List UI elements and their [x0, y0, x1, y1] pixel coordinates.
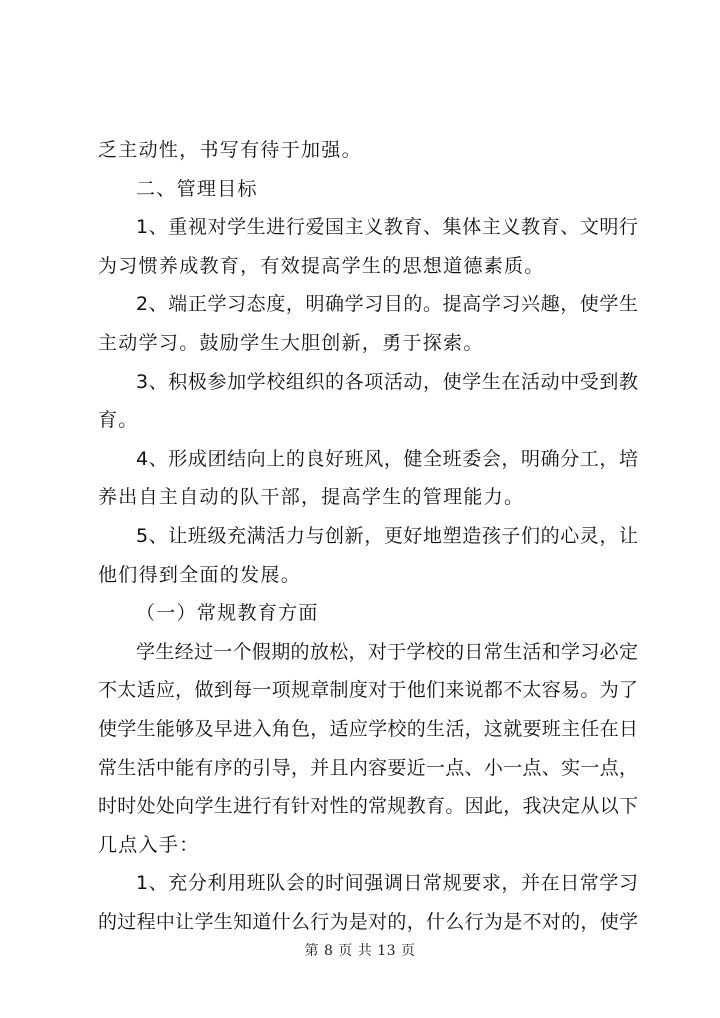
paragraph-line: 4、形成团结向上的良好班风，健全班委会，明确分工，培: [136, 447, 638, 470]
paragraph-line: 养出自主自动的队干部，提高学生的管理能力。: [98, 486, 525, 509]
paragraph-line: 2、端正学习态度，明确学习目的。提高学习兴趣，使学生: [136, 293, 638, 316]
paragraph-line: 常生活中能有序的引导，并且内容要近一点、小一点、实一点，: [98, 756, 638, 779]
paragraph-line: 主动学习。鼓励学生大胆创新，勇于探索。: [98, 331, 484, 354]
paragraph-line: 的过程中让学生知道什么行为是对的，什么行为是不对的，使学: [98, 910, 638, 933]
paragraph-line: 使学生能够及早进入角色，适应学校的生活，这就要班主任在日: [98, 717, 638, 740]
subsection-heading: （一）常规教育方面: [136, 602, 319, 625]
paragraph-line: 5、让班级充满活力与创新，更好地塑造孩子们的心灵，让: [136, 524, 638, 547]
paragraph-line: 3、积极参加学校组织的各项活动，使学生在活动中受到教: [136, 370, 638, 393]
paragraph-line: 育。: [98, 409, 139, 432]
paragraph-line: 1、重视对学生进行爱国主义教育、集体主义教育、文明行: [136, 216, 638, 239]
section-heading: 二、管理目标: [136, 177, 258, 200]
document-body: [98, 131, 638, 941]
paragraph-line: 1、充分利用班队会的时间强调日常规要求，并在日常学习: [136, 872, 638, 895]
page-number-footer: 第 8 页 共 13 页: [304, 943, 416, 959]
paragraph-line: 他们得到全面的发展。: [98, 563, 302, 586]
paragraph-line: 不太适应，做到每一项规章制度对于他们来说都不太容易。为了: [98, 679, 638, 702]
paragraph-line: 为习惯养成教育，有效提高学生的思想道德素质。: [98, 254, 545, 277]
paragraph-line: 乏主动性，书写有待于加强。: [98, 139, 362, 161]
paragraph-line: 几点入手：: [98, 833, 200, 856]
paragraph-line: 学生经过一个假期的放松，对于学校的日常生活和学习必定: [136, 640, 638, 663]
paragraph-line: 时时处处向学生进行有针对性的常规教育。因此，我决定从以下: [98, 795, 638, 818]
